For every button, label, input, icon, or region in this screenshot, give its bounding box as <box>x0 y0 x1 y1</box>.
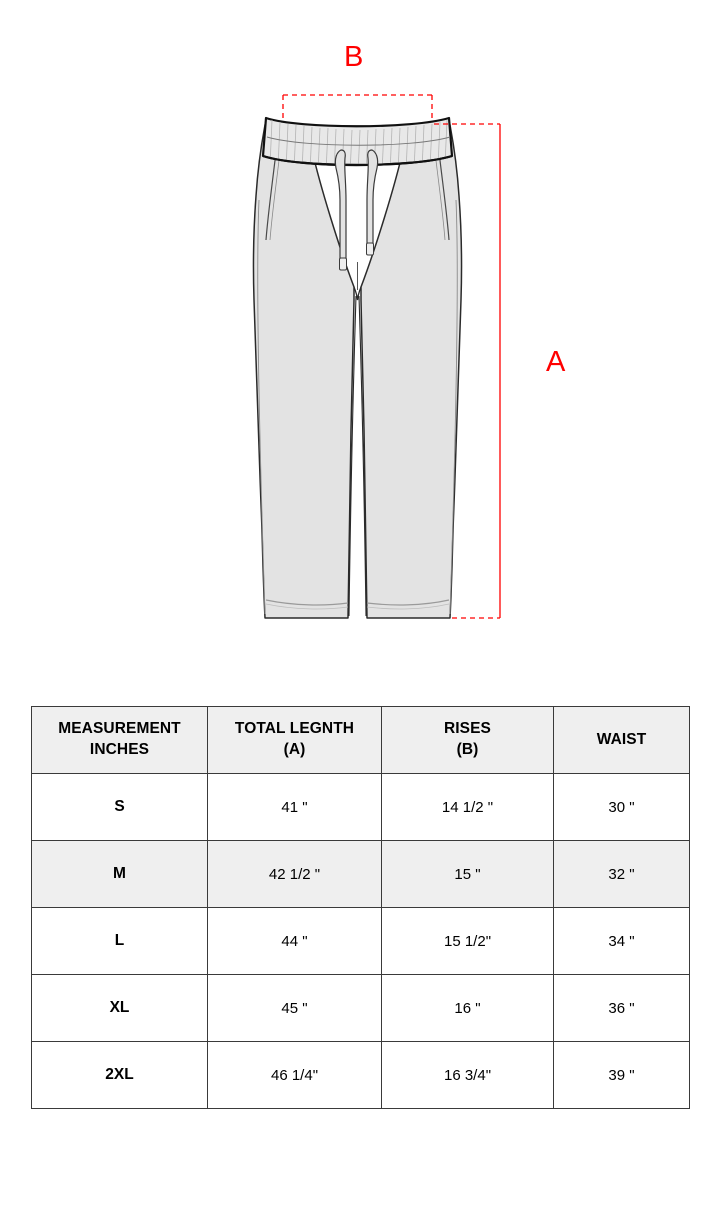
cell-rises: 16 " <box>382 975 554 1042</box>
column-header-line1: TOTAL LEGNTH <box>234 720 355 738</box>
column-header-measurement <box>32 707 208 774</box>
cell-waist: 34 " <box>554 908 690 975</box>
table-row <box>32 908 690 975</box>
column-header-rises <box>382 707 554 774</box>
cell-size: M <box>32 841 208 908</box>
column-header-waist <box>554 707 690 774</box>
column-header-line2: (B) <box>456 741 479 758</box>
cell-rises: 15 1/2" <box>382 908 554 975</box>
pants-body <box>253 120 461 618</box>
cell-rises: 14 1/2 " <box>382 774 554 841</box>
cell-rises: 15 " <box>382 841 554 908</box>
column-header-line2: INCHES <box>89 741 150 758</box>
cell-waist: 39 " <box>554 1042 690 1109</box>
cell-rises: 16 3/4" <box>382 1042 554 1109</box>
cell-size: L <box>32 908 208 975</box>
dimension-bracket-b <box>283 95 432 121</box>
table-row <box>32 841 690 908</box>
dimension-label-a: A <box>546 346 566 378</box>
column-header-line1: RISES <box>443 720 491 738</box>
table-row <box>32 1042 690 1109</box>
cell-total-length: 42 1/2 " <box>208 841 382 908</box>
cell-size: 2XL <box>32 1042 208 1109</box>
cell-total-length: 46 1/4" <box>208 1042 382 1109</box>
dimension-label-b: B <box>344 41 364 73</box>
cell-total-length: 44 " <box>208 908 382 975</box>
cell-total-length: 41 " <box>208 774 382 841</box>
size-chart-table-container <box>31 706 689 1109</box>
column-header-line2: (A) <box>283 741 306 758</box>
table-header-row <box>32 707 690 774</box>
cell-waist: 32 " <box>554 841 690 908</box>
cell-size: XL <box>32 975 208 1042</box>
drawstring-cords <box>335 150 377 270</box>
column-header-total-length <box>208 707 382 774</box>
table-row <box>32 774 690 841</box>
table-body <box>32 774 690 1109</box>
cell-waist: 30 " <box>554 774 690 841</box>
column-header-line1: MEASUREMENT <box>58 720 181 738</box>
column-header-line1: WAIST <box>596 730 647 748</box>
table-header <box>32 707 690 774</box>
size-chart-table <box>31 706 690 1109</box>
cell-size: S <box>32 774 208 841</box>
cell-total-length: 45 " <box>208 975 382 1042</box>
cell-waist: 36 " <box>554 975 690 1042</box>
table-row <box>32 975 690 1042</box>
